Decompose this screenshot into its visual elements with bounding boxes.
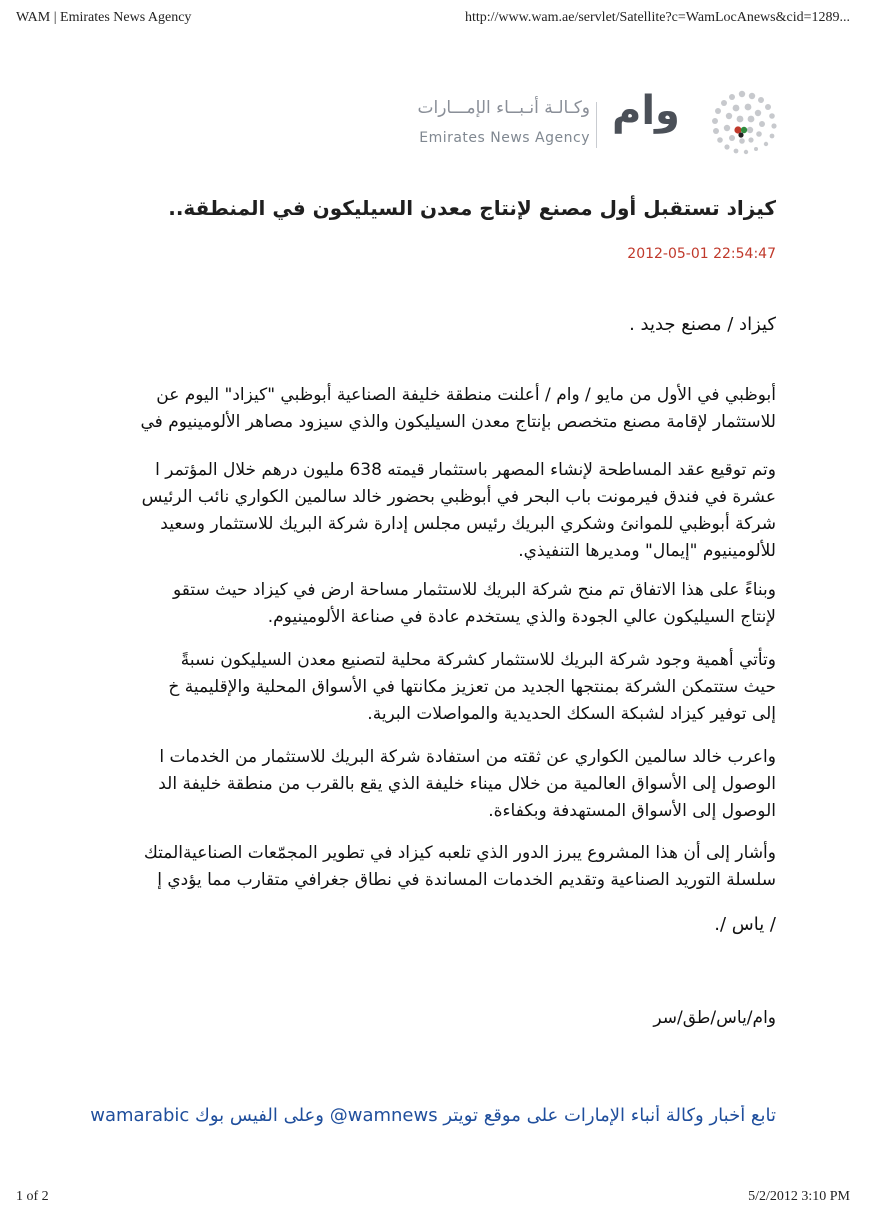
paragraph-line: عشرة في فندق فيرمونت باب البحر في أبوظبي بحضور خالد سالمين الكواري نائب الرئيس	[141, 487, 776, 507]
paragraph-line: الوصول إلى الأسواق العالمية من خلال ميناء خليفة الذي يقع بالقرب من منطقة خليفة الد	[158, 774, 776, 794]
article-dateline: كيزاد / مصنع جديد .	[629, 314, 776, 335]
article-headline: كيزاد تستقبل أول مصنع لإنتاج معدن السيليكون في المنطقة..	[168, 196, 776, 220]
print-header	[0, 10, 870, 34]
logo-dots-icon	[702, 88, 780, 158]
article-paragraph	[72, 840, 776, 894]
paragraph-line: لإنتاج السيليكون عالي الجودة والذي يستخدم عادة في صناعة الألومينيوم.	[267, 607, 776, 627]
article-paragraph	[72, 647, 776, 728]
print-footer	[0, 1189, 870, 1213]
paragraph-line: أبوظبي في الأول من مايو / وام / أعلنت منطقة خليفة الصناعية أبوظبي "كيزاد" اليوم عن	[156, 385, 776, 405]
paragraph-line: وأشار إلى أن هذا المشروع يبرز الدور الذي تلعبه كيزاد في تطوير المجمّعات الصناعيةالمتك	[143, 843, 776, 863]
paragraph-line: وتم توقيع عقد المساطحة لإنشاء المصهر باستثمار قيمته 638 مليون درهم خلال المؤتمر ا	[155, 460, 776, 480]
article-signoff: / ياس /.	[714, 914, 776, 935]
article-paragraph	[72, 382, 776, 436]
article-paragraph	[72, 577, 776, 631]
paragraph-line: واعرب خالد سالمين الكواري عن ثقته من استفادة شركة البريك للاستثمار من الخدمات ا	[159, 747, 776, 767]
paragraph-line: وبناءً على هذا الاتفاق تم منح شركة البريك للاستثمار مساحة ارض في كيزاد حيث ستقو	[172, 580, 776, 600]
logo-arabic-name: وكـالـة أنـبــاء الإمـــارات	[417, 98, 590, 118]
paragraph-line: حيث ستتمكن الشركة بمنتجها الجديد من تعزيز مكانتها في الأسواق المحلية والإقليمية خ	[168, 677, 776, 697]
print-page-number: 1 of 2	[16, 1189, 49, 1204]
print-timestamp: 5/2/2012 3:10 PM	[748, 1189, 850, 1204]
paragraph-line: إلى توفير كيزاد لشبكة السكك الحديدية والمواصلات البرية.	[367, 704, 776, 724]
paragraph-line: للألومينيوم "إيمال" ومديرها التنفيذي.	[518, 541, 776, 561]
paragraph-line: وتأتي أهمية وجود شركة البريك للاستثمار كشركة محلية لتصنيع معدن السيليكون نسبةً	[180, 650, 776, 670]
social-follow-link[interactable]: تابع أخبار وكالة أنباء الإمارات على موقع تويتر wamnews@ وعلى الفيس بوك wamarabic	[90, 1105, 776, 1126]
print-page-title: WAM | Emirates News Agency	[16, 10, 192, 25]
paragraph-line: سلسلة التوريد الصناعية وتقديم الخدمات المساندة في نطاق جغرافي متقارب مما يؤدي إ	[157, 870, 776, 890]
article-datetime: 2012-05-01 22:54:47	[627, 246, 776, 262]
paragraph-line: للاستثمار لإقامة مصنع متخصص بإنتاج معدن السيليكون والذي سيزود مصاهر الألومينيوم في	[140, 412, 776, 432]
paragraph-line: شركة أبوظبي للموانئ وشكري البريك رئيس مجلس إدارة شركة البريك للاستثمار وسعيد	[160, 514, 776, 534]
article-paragraph	[72, 744, 776, 825]
paragraph-line: الوصول إلى الأسواق المستهدفة وبكفاءة.	[488, 801, 776, 821]
article-codes: وام/ياس/طق/سر	[653, 1008, 776, 1028]
logo-divider	[596, 102, 597, 148]
wam-logo	[408, 86, 780, 164]
article-paragraph	[72, 457, 776, 565]
logo-wordmark: وام	[612, 88, 680, 134]
print-page-url: http://www.wam.ae/servlet/Satellite?c=WamLocAnews&cid=1289...	[464, 10, 850, 25]
logo-english-name: Emirates News Agency	[419, 130, 590, 146]
